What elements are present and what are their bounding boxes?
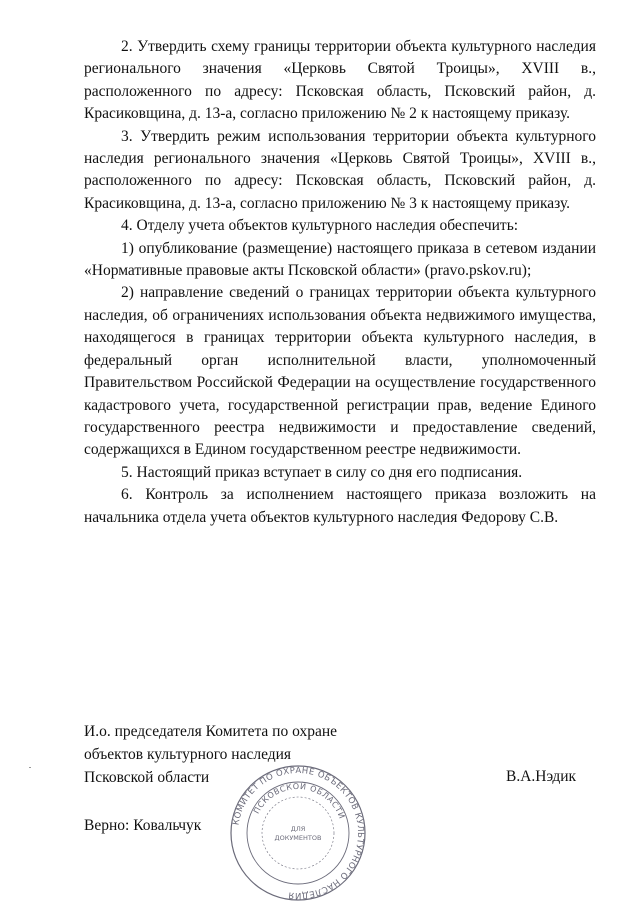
stamp-inner-text: ПСКОВСКОЙ ОБЛАСТИ bbox=[251, 781, 347, 821]
paragraph-item-4: 4. Отделу учета объектов культурного наследия обеспечить: bbox=[121, 217, 519, 235]
paragraph-item-6: 6. Контроль за исполнением настоящего приказа возложить на начальника отдела учета объектов культурного наследия Федорову С.В. bbox=[84, 486, 596, 526]
paragraph-item-5: 5. Настоящий приказ вступает в силу со дня его подписания. bbox=[121, 463, 523, 481]
paragraph-subitem-2: 2) направление сведений о границах территории объекта культурного наследия, об ограничениях использования объекта недвижимого имущества, находящегося в границах территории объекта культурного наследия, в федеральный орган исполнительной власти, уполномоченный Правительством Российской Федерации на осуществление государственного кадастрового учета, государственной регистрации прав, ведение Единого государственного реестра недвижимости и предоставление сведений, содержащихся в Едином государственном реестре недвижимости. bbox=[84, 284, 596, 459]
official-seal-stamp bbox=[228, 763, 368, 903]
signer-position-line-3: Псковской области bbox=[84, 768, 210, 786]
stamp-center-ring bbox=[262, 797, 334, 869]
scan-speck bbox=[29, 767, 31, 768]
signer-position-line-2: объектов культурного наследия bbox=[84, 745, 292, 763]
signer-name: В.А.Нэдик bbox=[506, 768, 577, 785]
signer-position-line-1: И.о. председателя Комитета по охране bbox=[84, 723, 338, 740]
stamp-center-text-2: ДОКУМЕНТОВ bbox=[274, 834, 322, 842]
paragraph-item-3: 3. Утвердить режим использования территории объекта культурного наследия регионального значения «Церковь Святой Троицы», XVIII в., расположенного по адресу: Псковская область, Псковский район, д. Красиковщина, д. 13-а, согласно приложению № 3 к настоящему приказу. bbox=[84, 127, 596, 212]
stamp-center-text-1: ДЛЯ bbox=[290, 825, 306, 833]
paragraph-subitem-1: 1) опубликование (размещение) настоящего приказа в сетевом издании «Нормативные правовые акты Псковской области» (pravo.pskov.ru); bbox=[84, 239, 596, 280]
verification-note: Верно: Ковальчук bbox=[84, 817, 202, 834]
document-body bbox=[84, 36, 596, 529]
paragraph-item-2: 2. Утвердить схему границы территории объекта культурного наследия регионального значения «Церковь Святой Троицы», XVIII в., расположенного по адресу: Псковская область, Псковский район, д. Красиковщина, д. 13-а, согласно приложению № 2 к настоящему приказу. bbox=[84, 38, 596, 123]
stamp-outer-text: КОМИТЕТ ПО ОХРАНЕ ОБЪЕКТОВ КУЛЬТУРНОГО НАСЛЕДИЯ bbox=[231, 765, 366, 901]
